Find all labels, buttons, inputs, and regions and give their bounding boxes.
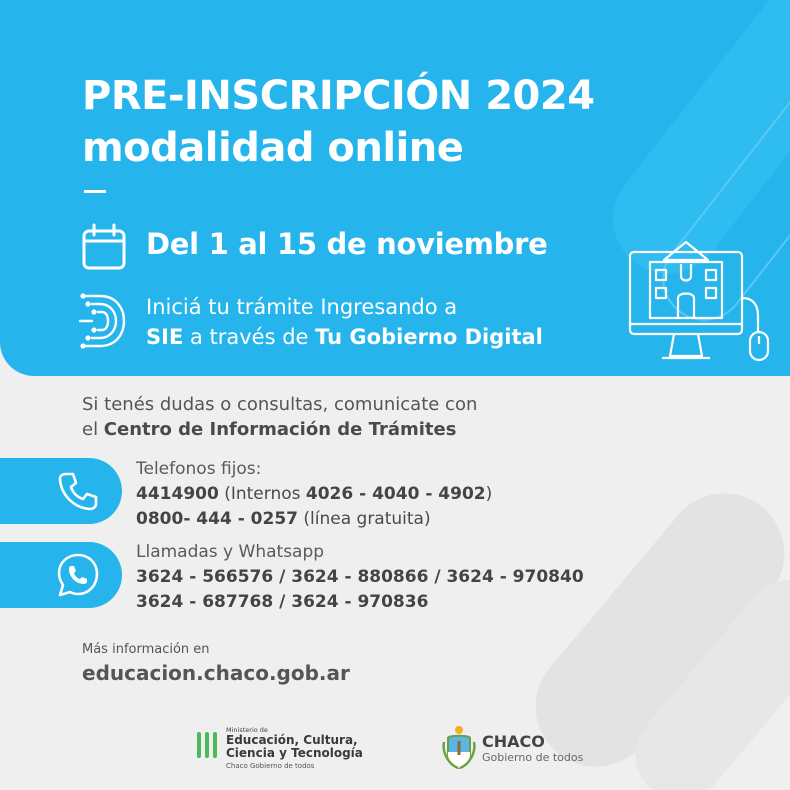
whatsapp-number: 3624 - 970836 — [291, 592, 429, 612]
internos-close: ) — [485, 484, 493, 504]
ministry-subtitle: Chaco Gobierno de todos — [226, 762, 315, 770]
chaco-coat-of-arms-icon — [442, 724, 476, 770]
ministry-name-line-2: Ciencia y Tecnología — [226, 746, 363, 760]
whatsapp-heading: Llamadas y Whatsapp — [136, 542, 325, 562]
number-separator: / — [273, 567, 292, 587]
digital-d-icon — [78, 290, 128, 352]
more-info-label: Más información en — [82, 642, 210, 657]
landline-numbers — [136, 482, 492, 507]
whatsapp-numbers-row-2 — [136, 590, 584, 615]
internos-label: (Internos — [218, 484, 306, 504]
sie-instructions — [146, 292, 543, 352]
info-center-name: Centro de Información de Trámites — [103, 419, 457, 440]
internos-numbers: 4026 - 4040 - 4902 — [305, 484, 486, 504]
whatsapp-icon — [54, 551, 102, 599]
contact-intro-prefix: el — [82, 419, 104, 440]
computer-school-icon — [626, 236, 778, 366]
free-note: (línea gratuita) — [297, 509, 431, 529]
calendar-icon — [82, 223, 126, 271]
title-divider — [84, 190, 106, 193]
landline-block — [136, 457, 492, 532]
title-line-1: PRE-INSCRIPCIÓN 2024 — [82, 73, 595, 119]
whatsapp-tab — [0, 542, 122, 608]
whatsapp-number: 3624 - 687768 — [136, 592, 274, 612]
ministry-small: Ministerio de — [226, 726, 268, 734]
start-text: Iniciá tu trámite Ingresando a — [146, 295, 458, 319]
phone-tab — [0, 458, 122, 524]
contact-intro — [82, 392, 477, 442]
contact-intro-line: Si tenés dudas o consultas, comunicate con — [82, 394, 478, 415]
via-text: a través de — [183, 325, 316, 349]
landline-heading: Telefonos fijos: — [136, 459, 262, 479]
hero-panel — [0, 0, 790, 376]
more-info-url[interactable]: educacion.chaco.gob.ar — [82, 661, 350, 685]
number-separator: / — [273, 592, 292, 612]
page-title — [82, 70, 595, 174]
whatsapp-block — [136, 540, 584, 615]
free-number: 0800- 444 - 0257 — [136, 509, 298, 529]
whatsapp-number: 3624 - 880866 — [291, 567, 429, 587]
province-name: CHACO — [482, 732, 545, 751]
free-line — [136, 507, 492, 532]
title-line-2: modalidad online — [82, 125, 464, 171]
whatsapp-numbers-row-1 — [136, 565, 584, 590]
sie-label: SIE — [146, 325, 184, 349]
ministry-name-line-1: Educación, Cultura, — [226, 733, 358, 747]
phone-icon — [56, 469, 100, 513]
ministry-name — [226, 734, 363, 760]
whatsapp-number: 3624 - 970840 — [446, 567, 584, 587]
number-separator: / — [428, 567, 447, 587]
province-tagline: Gobierno de todos — [482, 751, 584, 764]
ministry-bars-icon — [196, 730, 220, 760]
platform-name: Tu Gobierno Digital — [315, 325, 543, 349]
registration-dates: Del 1 al 15 de noviembre — [146, 227, 548, 261]
landline-main-number: 4414900 — [136, 484, 219, 504]
whatsapp-number: 3624 - 566576 — [136, 567, 274, 587]
